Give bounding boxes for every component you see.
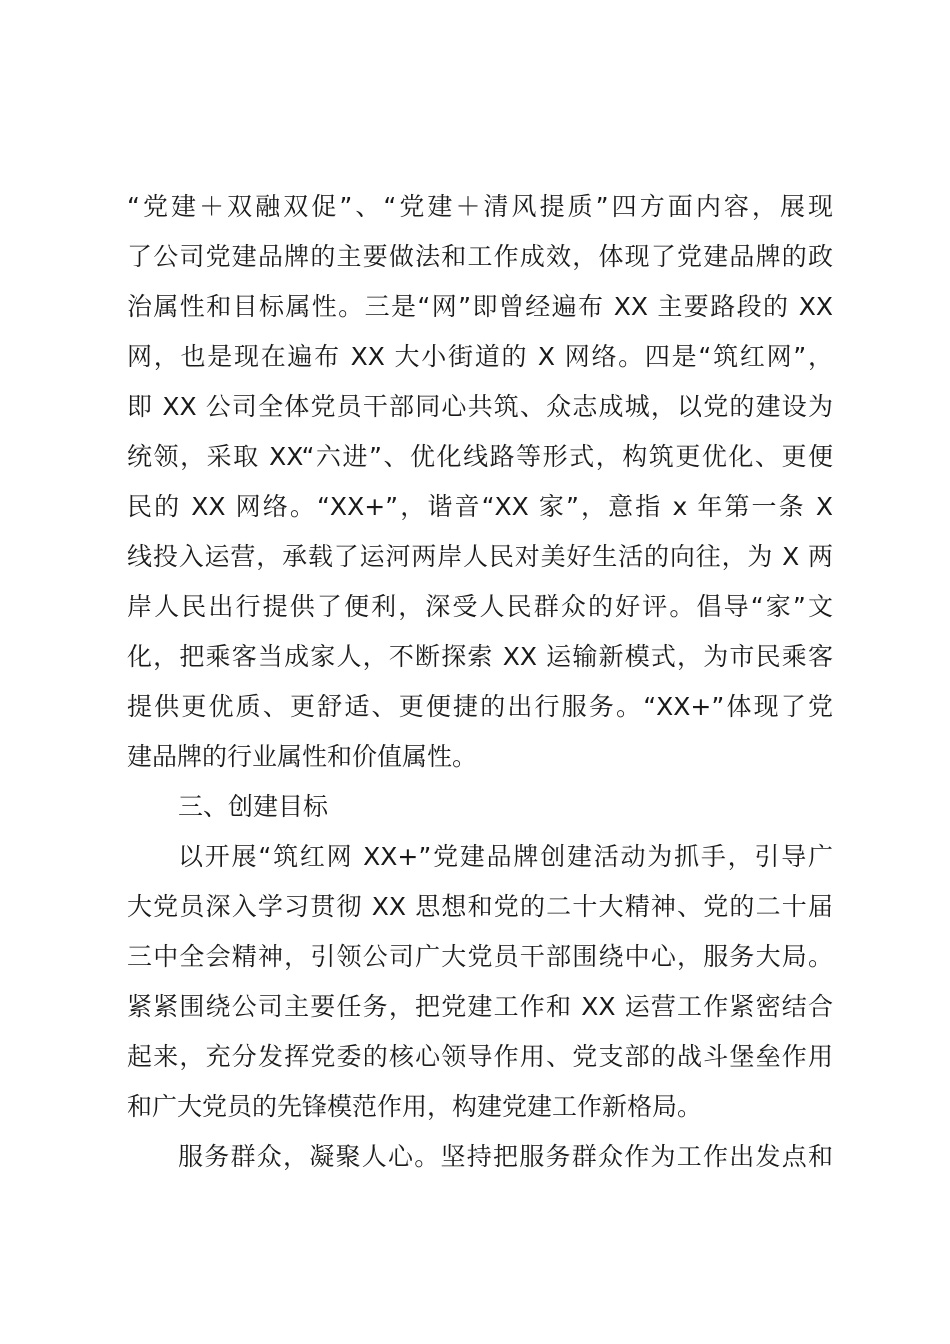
- document-body: [127, 182, 833, 1182]
- text-line: 网，也是现在遍布 XX 大小街道的 X 网络。四是“筑红网”，: [127, 342, 833, 371]
- text-line: 服务群众，凝聚人心。坚持把服务群众作为工作出发点和: [178, 1142, 833, 1171]
- text-line: 即 XX 公司全体党员干部同心共筑、众志成城，以党的建设为: [127, 392, 833, 421]
- text-line: 紧紧围绕公司主要任务，把党建工作和 XX 运营工作紧密结合: [127, 992, 833, 1021]
- paragraph-brand-description: [127, 182, 833, 782]
- paragraph-serve-masses: [127, 1132, 833, 1182]
- text-line: 化，把乘客当成家人，不断探索 XX 运输新模式，为市民乘客: [127, 642, 833, 671]
- text-line: 起来，充分发挥党委的核心领导作用、党支部的战斗堡垒作用: [127, 1042, 833, 1071]
- paragraph-goals: [127, 832, 833, 1132]
- text-line: 治属性和目标属性。三是“网”即曾经遍布 XX 主要路段的 XX: [127, 292, 833, 321]
- text-line: “党建＋双融双促”、“党建＋清风提质”四方面内容，展现: [127, 192, 833, 221]
- text-line: 统领，采取 XX“六进”、优化线路等形式，构筑更优化、更便: [127, 442, 833, 471]
- heading-creation-goals: 三、创建目标: [178, 792, 329, 821]
- text-line: 民的 XX 网络。“XX+”，谐音“XX 家”，意指 x 年第一条 X: [127, 492, 833, 521]
- section-heading: [127, 782, 833, 832]
- text-line: 和广大党员的先锋模范作用，构建党建工作新格局。: [127, 1092, 703, 1121]
- text-line: 了公司党建品牌的主要做法和工作成效，体现了党建品牌的政: [127, 242, 833, 271]
- text-line: 三中全会精神，引领公司广大党员干部围绕中心，服务大局。: [127, 942, 833, 971]
- text-line: 建品牌的行业属性和价值属性。: [127, 742, 478, 771]
- text-line: 以开展“筑红网 XX+”党建品牌创建活动为抓手，引导广: [178, 842, 833, 871]
- text-line: 提供更优质、更舒适、更便捷的出行服务。“XX+”体现了党: [127, 692, 833, 721]
- text-line: 大党员深入学习贯彻 XX 思想和党的二十大精神、党的二十届: [127, 892, 833, 921]
- text-line: 线投入运营，承载了运河两岸人民对美好生活的向往，为 X 两: [127, 542, 833, 571]
- text-line: 岸人民出行提供了便利，深受人民群众的好评。倡导“家”文: [127, 592, 833, 621]
